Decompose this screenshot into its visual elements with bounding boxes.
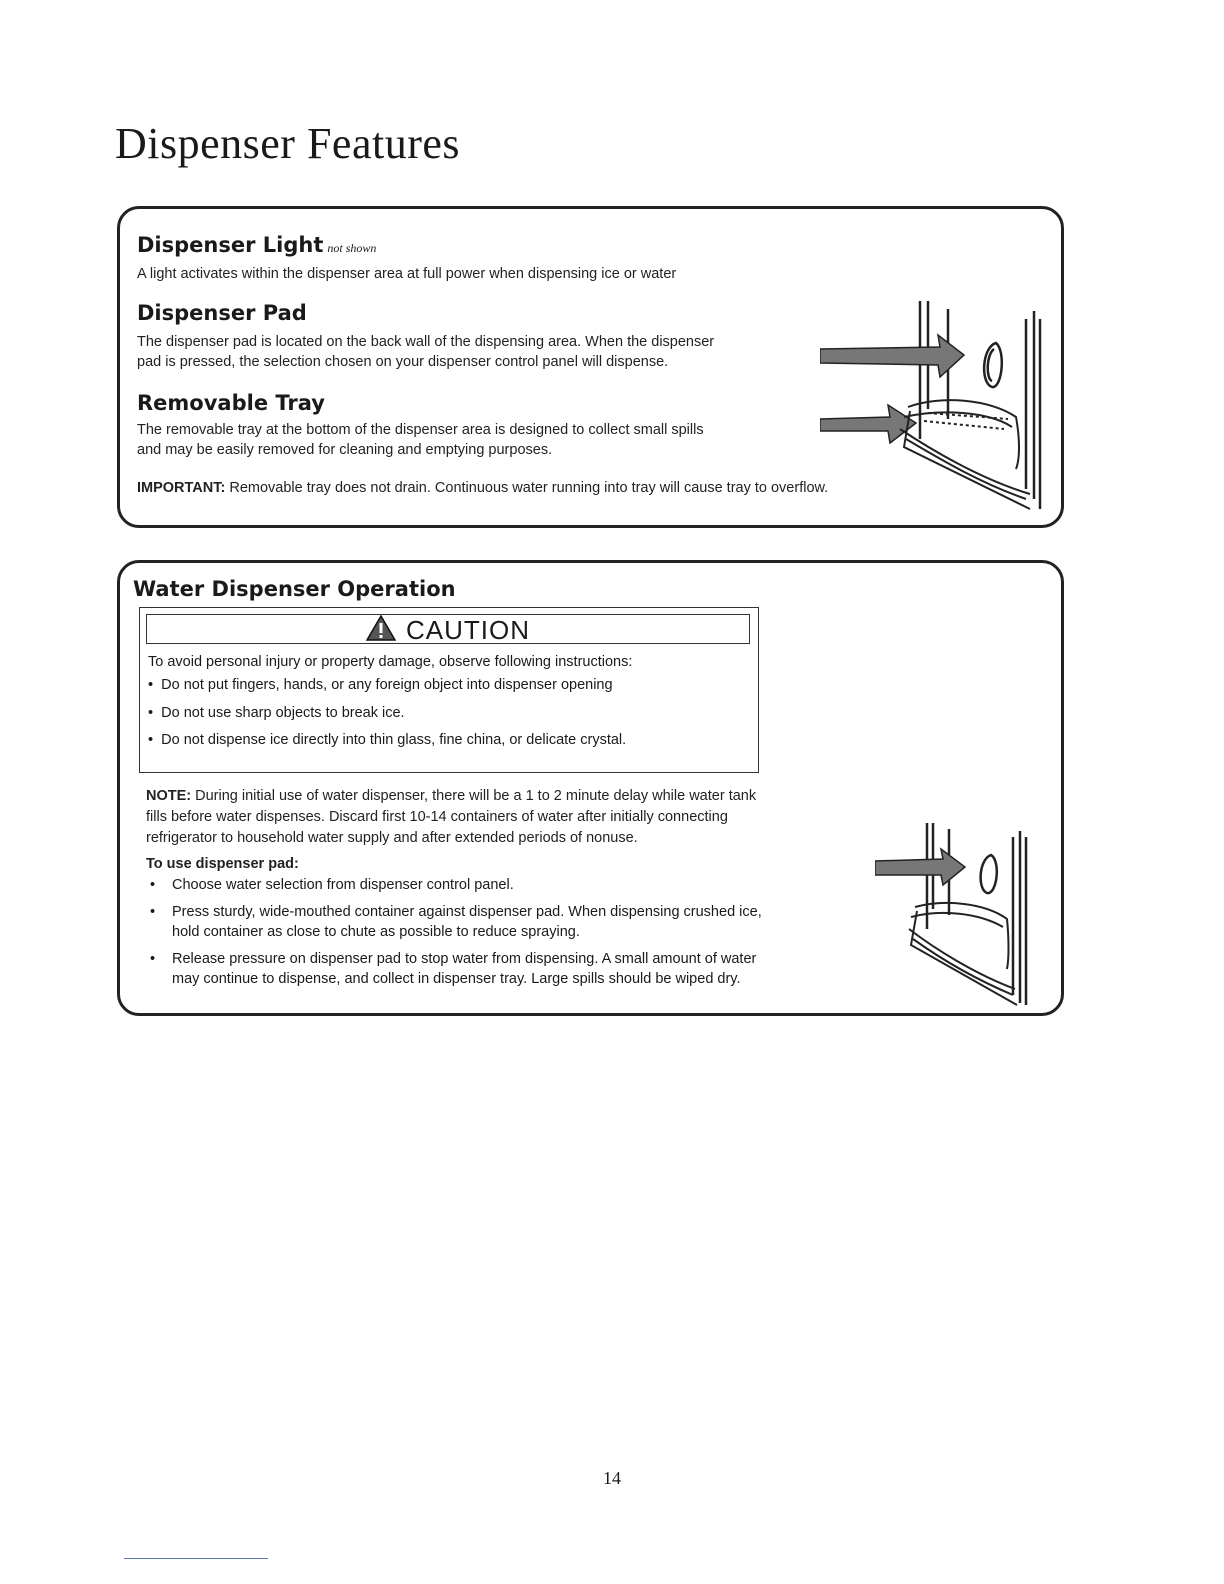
list-item: • Choose water selection from dispenser control panel. [150, 877, 514, 893]
page-title: Dispenser Features [115, 119, 461, 168]
water-dispenser-operation-box [117, 560, 1064, 1016]
caution-label: CAUTION [406, 615, 530, 645]
caution-item: • Do not dispense ice directly into thin glass, fine china, or delicate crystal. [148, 732, 627, 748]
pad-arrow-icon [875, 849, 965, 885]
important-note: IMPORTANT: Removable tray does not drain. Continuous water running into tray will cause tray to overflow. [137, 480, 829, 496]
removable-tray-text-line1: The removable tray at the bottom of the dispenser area is designed to collect small spills [137, 422, 704, 438]
dispenser-pad-text-line2: pad is pressed, the selection chosen on your dispenser control panel will dispense. [137, 354, 669, 370]
note-line2: fills before water dispenses. Discard first 10-14 containers of water after initially connecting [146, 809, 728, 825]
removable-tray-text-line2: and may be easily removed for cleaning and emptying purposes. [137, 442, 553, 458]
dispenser-features-box [117, 206, 1064, 528]
dispenser-light-heading: Dispenser Light not shown [137, 233, 377, 257]
caution-item: • Do not put fingers, hands, or any foreign object into dispenser opening [148, 677, 613, 693]
caution-box [139, 607, 759, 773]
caution-intro: To avoid personal injury or property damage, observe following instructions: [148, 654, 633, 670]
pad-arrow-icon [820, 335, 964, 377]
dispenser-pad-text-line1: The dispenser pad is located on the back wall of the dispensing area. When the dispenser [137, 334, 715, 350]
list-item: • Release pressure on dispenser pad to stop water from dispensing. A small amount of water may continue to dispense, and collect in dispenser tray. Large spills should be wiped dry. [150, 951, 757, 987]
caution-item: • Do not use sharp objects to break ice. [148, 705, 405, 721]
dispenser-illustration-small [875, 819, 1055, 1009]
important-label: IMPORTANT: [137, 480, 226, 496]
dispenser-light-text: A light activates within the dispenser area at full power when dispensing ice or water [137, 266, 677, 282]
dispenser-pad-heading: Dispenser Pad [137, 301, 307, 325]
caution-title [146, 614, 750, 644]
note-line1: NOTE: During initial use of water dispenser, there will be a 1 to 2 minute delay while water tank [146, 788, 757, 804]
tray-arrow-icon [820, 405, 916, 443]
removable-tray-heading: Removable Tray [137, 391, 325, 415]
note-label: NOTE: [146, 788, 192, 804]
use-pad-heading: To use dispenser pad: [146, 856, 299, 872]
page-number: 14 [603, 1468, 621, 1488]
list-item: • Press sturdy, wide-mouthed container against dispenser pad. When dispensing crushed ice, hold container as close to chute as possible to reduce spraying. [150, 904, 762, 940]
footer-rule [124, 1558, 268, 1559]
warning-triangle-icon [366, 615, 396, 641]
not-shown-note: not shown [327, 241, 377, 255]
dispenser-illustration [820, 299, 1060, 519]
note-line3: refrigerator to household water supply and after extended periods of nonuse. [146, 830, 638, 846]
use-pad-steps [146, 875, 906, 996]
water-dispenser-operation-heading: Water Dispenser Operation [133, 577, 456, 601]
